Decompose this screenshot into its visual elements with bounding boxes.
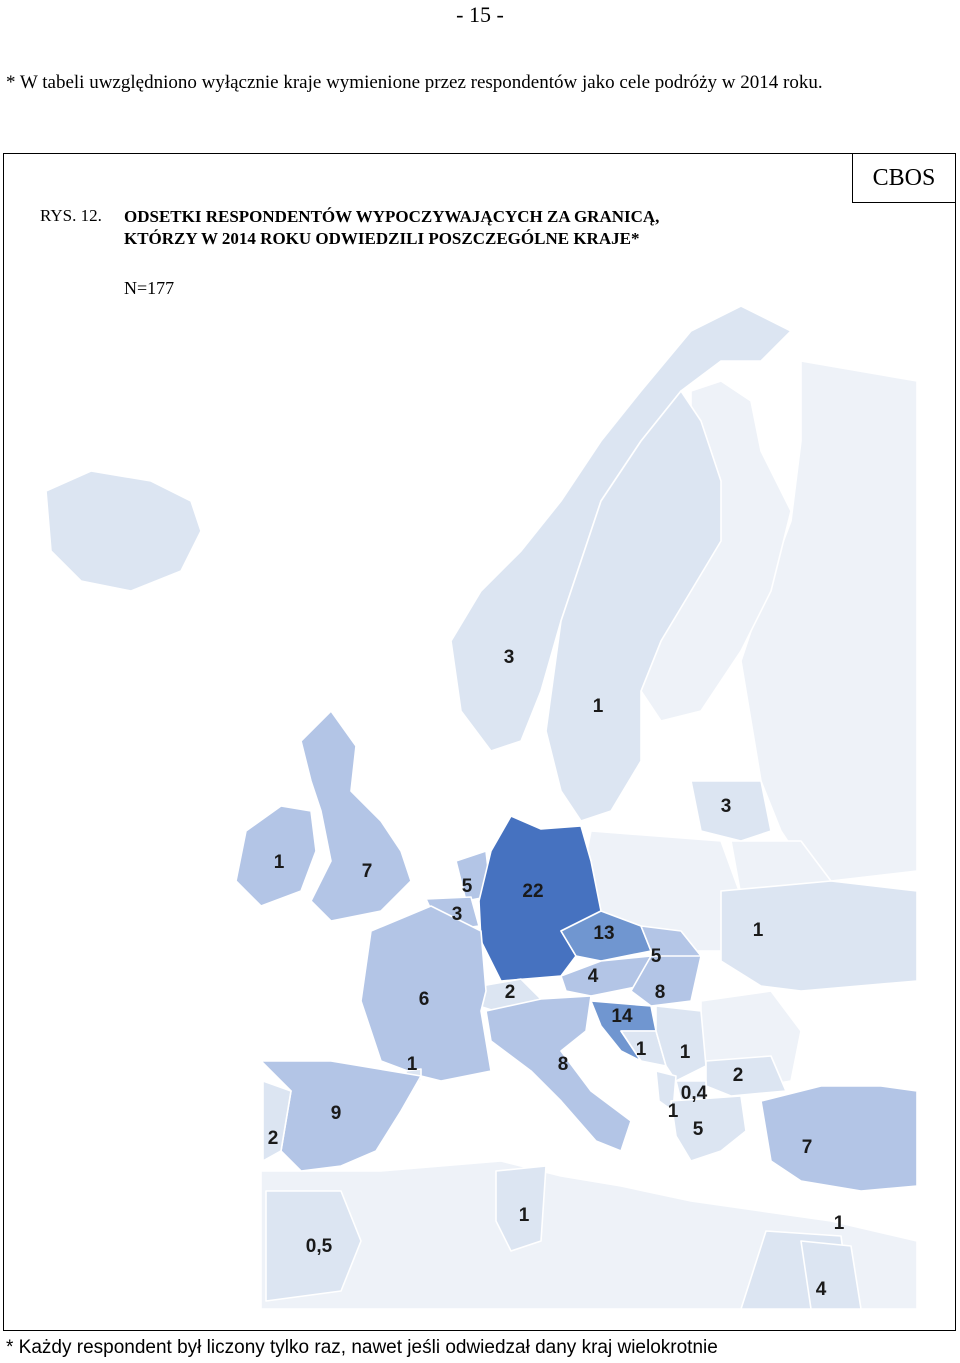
value-label-netherlands: 5: [461, 876, 473, 897]
value-label-turkey: 7: [801, 1137, 813, 1158]
country-shape-israel: [801, 1241, 861, 1309]
page-number: - 15 -: [456, 2, 504, 27]
value-label-ireland: 1: [273, 852, 285, 873]
value-label-macedonia: 0,4: [680, 1083, 708, 1104]
figure-frame: [3, 153, 956, 1331]
value-label-lithuania: 3: [720, 796, 732, 817]
value-label-hungary: 8: [654, 982, 666, 1003]
value-label-sweden: 1: [592, 696, 604, 717]
europe-map: [4, 154, 954, 1329]
value-label-tunisia: 1: [518, 1205, 530, 1226]
figure-title-line-1: ODSETKI RESPONDENTÓW WYPOCZYWAJĄCYCH ZA GRANICĄ,: [124, 207, 660, 226]
value-label-italy: 8: [557, 1054, 569, 1075]
footnote: * Każdy respondent był liczony tylko raz, nawet jeśli odwiedzał dany kraj wielokrotnie: [6, 1337, 718, 1358]
value-label-norway: 3: [503, 647, 515, 668]
value-label-slovakia: 5: [650, 946, 662, 967]
figure-title: [124, 206, 824, 250]
value-label-bosnia: 1: [635, 1039, 647, 1060]
value-label-germany: 22: [522, 881, 544, 902]
value-label-great-britain: 7: [361, 861, 373, 882]
value-label-belgium: 3: [451, 904, 463, 925]
country-shape-bulgaria: [706, 1056, 786, 1096]
value-label-andorra: 1: [406, 1054, 418, 1075]
sample-size: N=177: [124, 278, 175, 298]
value-label-bulgaria: 2: [732, 1065, 744, 1086]
table-note: * W tabeli uwzględniono wyłącznie kraje wymienione przez respondentów jako cele podróży w 2014 roku.: [6, 72, 823, 93]
value-label-portugal: 2: [267, 1128, 279, 1149]
country-shape-ukraine: [721, 881, 917, 991]
value-label-greece: 5: [692, 1119, 704, 1140]
figure-title-line-2: KTÓRZY W 2014 ROKU ODWIEDZILI POSZCZEGÓLNE KRAJE*: [124, 229, 640, 248]
value-label-spain: 9: [330, 1103, 342, 1124]
value-label-croatia: 14: [611, 1006, 633, 1027]
value-label-serbia: 1: [679, 1042, 691, 1063]
value-label-ukraine: 1: [752, 920, 764, 941]
value-label-switzerland: 2: [504, 982, 516, 1003]
value-label-czechia: 13: [593, 923, 615, 944]
value-label-morocco: 0,5: [305, 1236, 333, 1257]
value-label-egypt: 1: [833, 1213, 845, 1234]
figure-label: RYS. 12.: [40, 206, 102, 225]
value-label-austria: 4: [587, 966, 599, 987]
value-label-israel: 4: [815, 1279, 827, 1300]
publisher-logo: CBOS: [852, 153, 956, 203]
value-label-montenegro: 1: [667, 1101, 679, 1122]
value-label-france: 6: [418, 989, 430, 1010]
